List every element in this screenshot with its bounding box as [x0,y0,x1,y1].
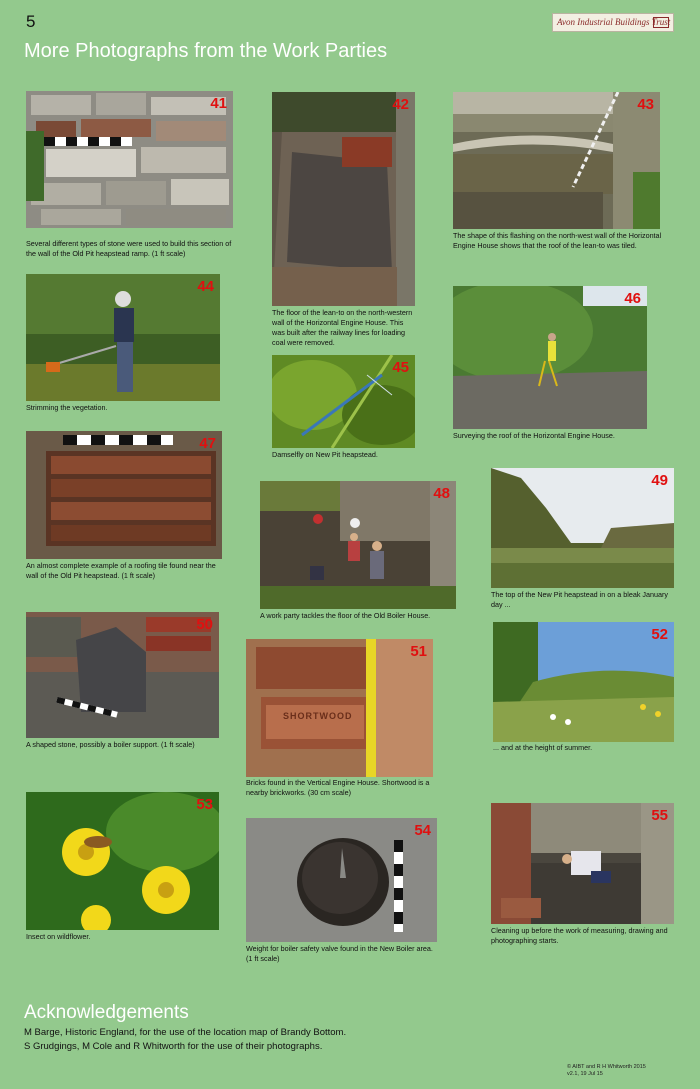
photo-41 [26,91,233,228]
photo-caption: The top of the New Pit heapstead in on a bleak January day ... [491,590,669,609]
photo-caption: The shape of this flashing on the north-west wall of the Horizontal Engine House shows that the roof of the lean-to was tiled. [453,231,662,250]
photo-caption: Weight for boiler safety valve found in the New Boiler area. (1 ft scale) [246,944,433,963]
acknowledgement-line: S Grudgings, M Cole and R Whitworth for the use of their photographs. [24,1041,323,1052]
photo-number: 50 [196,616,213,633]
acknowledgement-line: M Barge, Historic England, for the use of the location map of Brandy Bottom. [24,1027,347,1038]
page-title: More Photographs from the Work Parties [24,40,388,62]
photo-42 [272,92,415,306]
photo-48 [260,481,456,609]
photo-number: 55 [651,807,668,824]
photo-caption: Insect on wildflower. [26,932,91,941]
photo-caption: A work party tackles the floor of the Old Boiler House. [260,611,431,620]
photo-number: 47 [199,435,216,452]
photo-caption: The floor of the lean-to on the north-western wall of the Horizontal Engine House. This was built after the railway lines for loading coal were removed. [272,308,413,347]
photo-caption: Several different types of stone were used to build this section of the wall of the Old Pit heapstead ramp. (1 ft scale) [26,239,232,258]
photo-caption: A shaped stone, possibly a boiler support. (1 ft scale) [26,740,195,749]
photo-caption: Surveying the roof of the Horizontal Engine House. [453,431,615,440]
photo-number: 51 [410,643,427,660]
trust-logo [552,13,674,32]
page-number: 5 [26,12,36,31]
photo-caption: Cleaning up before the work of measuring, drawing and photographing starts. [491,926,668,945]
photo-caption: An almost complete example of a roofing tile found near the wall of the Old Pit heapstead. (1 ft scale) [26,561,216,580]
photo-50 [26,612,219,738]
photo-number: 43 [637,96,654,113]
logo-text: Avon Industrial Buildings Trust [557,17,671,27]
photo-number: 41 [210,95,227,112]
photo-49 [491,468,674,588]
photo-43 [453,92,660,229]
acknowledgements-heading: Acknowledgements [24,1002,189,1023]
photo-number: 54 [414,822,431,839]
photo-number: 46 [624,290,641,307]
version-text: v2.1, 19 Jul 15 [567,1071,603,1077]
photo-caption: Bricks found in the Vertical Engine House. Shortwood is a nearby brickworks. (30 cm scale) [246,778,430,797]
photo-number: 45 [392,359,409,376]
photo-45 [272,355,415,448]
photo-number: 42 [392,96,409,113]
photo-number: 53 [196,796,213,813]
photo-caption: Strimming the vegetation. [26,403,108,412]
photo-46 [453,286,647,429]
photo-53 [26,792,219,930]
photo-55 [491,803,674,924]
photo-52 [493,622,674,742]
photo-47 [26,431,222,559]
photo-51 [246,639,433,777]
photo-number: 44 [197,278,214,295]
logo-mark-icon [653,17,669,28]
photo-number: 49 [651,472,668,489]
photo-number: 48 [433,485,450,502]
copyright-text: © AIBT and R H Whitworth 2015 [567,1064,646,1070]
brick-stamp-text: SHORTWOOD [283,711,353,721]
photo-44 [26,274,220,401]
photo-number: 52 [651,626,668,643]
photo-caption: ... and at the height of summer. [493,743,593,752]
photo-caption: Damselfly on New Pit heapstead. [272,450,378,459]
photo-54 [246,818,437,942]
